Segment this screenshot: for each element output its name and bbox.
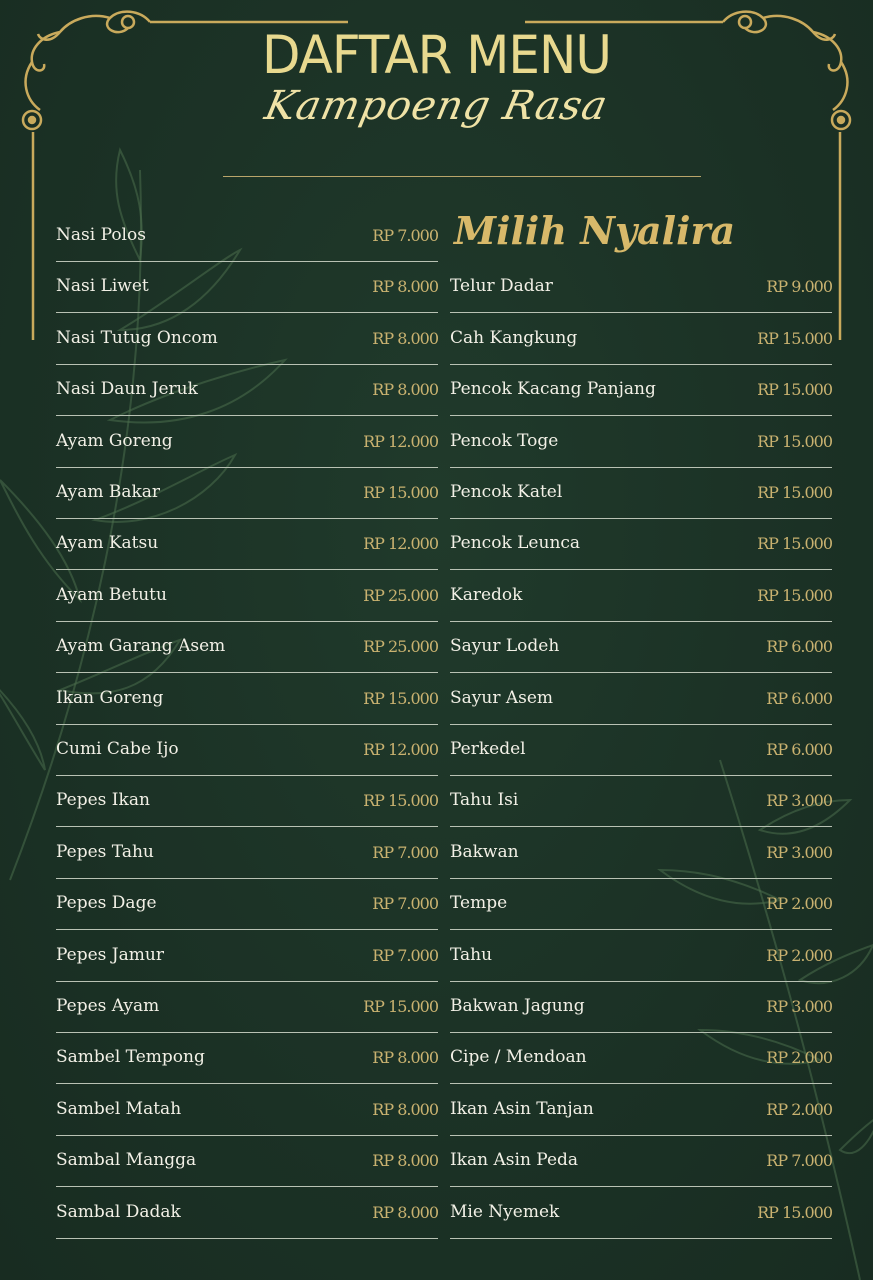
menu-item xyxy=(450,622,832,673)
menu-item xyxy=(450,365,832,416)
menu-item-price: RP 3.000 xyxy=(766,842,832,862)
menu-item xyxy=(450,725,832,776)
menu-item-name: Pepes Tahu xyxy=(56,841,154,862)
menu-item xyxy=(450,1033,832,1084)
menu-item xyxy=(450,931,832,982)
menu-item xyxy=(450,417,832,468)
menu-item xyxy=(56,314,438,365)
menu-item-price: RP 2.000 xyxy=(766,1099,832,1119)
menu-item xyxy=(56,879,438,930)
menu-item xyxy=(56,828,438,879)
menu-item-price: RP 25.000 xyxy=(363,585,438,605)
menu-item xyxy=(56,1136,438,1187)
menu-item-name: Cipe / Mendoan xyxy=(450,1047,587,1068)
menu-item-price: RP 15.000 xyxy=(363,791,438,811)
menu-item xyxy=(450,1085,832,1136)
menu-item-price: RP 6.000 xyxy=(766,637,832,657)
menu-item-price: RP 15.000 xyxy=(757,380,832,400)
menu-item xyxy=(56,468,438,519)
menu-item xyxy=(56,365,438,416)
menu-item xyxy=(56,571,438,622)
restaurant-name: Kampoeng Rasa xyxy=(260,83,613,129)
menu-item xyxy=(56,931,438,982)
menu-item-name: Ikan Goreng xyxy=(56,687,164,708)
menu-item-name: Pepes Ikan xyxy=(56,790,150,811)
menu-item-name: Ayam Bakar xyxy=(56,482,161,502)
menu-item-name: Nasi Daun Jeruk xyxy=(56,379,198,400)
menu-item-name: Sambal Dadak xyxy=(56,1201,181,1222)
menu-item xyxy=(450,571,832,622)
menu-item xyxy=(56,776,438,827)
menu-item xyxy=(56,674,438,725)
menu-item-price: RP 7.000 xyxy=(372,842,438,862)
menu-item-name: Tahu xyxy=(450,944,493,965)
menu-item-price: RP 15.000 xyxy=(757,1202,832,1222)
menu-item-name: Cah Kangkung xyxy=(450,327,578,348)
title-divider xyxy=(223,176,701,177)
menu-item-name: Sambal Mangga xyxy=(56,1150,197,1171)
menu-item-price: RP 8.000 xyxy=(372,380,438,400)
menu-item-name: Ikan Asin Peda xyxy=(450,1150,579,1171)
menu-item xyxy=(450,314,832,365)
menu-item-name: Bakwan Jagung xyxy=(450,996,585,1016)
menu-item xyxy=(56,519,438,570)
menu-item-name: Sayur Lodeh xyxy=(450,636,560,657)
menu-item-name: Pepes Dage xyxy=(56,893,157,914)
menu-item-price: RP 7.000 xyxy=(766,1151,832,1171)
menu-item-name: Pencok Toge xyxy=(450,430,559,451)
menu-item-name: Pepes Jamur xyxy=(56,944,164,965)
menu-item xyxy=(450,1136,832,1187)
menu-item-price: RP 7.000 xyxy=(372,894,438,914)
menu-item-price: RP 2.000 xyxy=(766,945,832,965)
menu-item-price: RP 8.000 xyxy=(372,1048,438,1068)
right-column-title: Milih Nyalira xyxy=(454,208,736,253)
menu-item-name: Tahu Isi xyxy=(450,790,519,811)
menu-item-price: RP 8.000 xyxy=(372,277,438,297)
menu-item xyxy=(450,262,832,313)
menu-item-name: Pencok Katel xyxy=(450,482,563,502)
menu-item-name: Tempe xyxy=(450,893,508,914)
menu-item-name: Sayur Asem xyxy=(450,687,554,708)
menu-item-name: Ikan Asin Tanjan xyxy=(450,1098,594,1119)
menu-item-price: RP 2.000 xyxy=(766,1048,832,1068)
menu-item-price: RP 15.000 xyxy=(757,483,832,502)
menu-item xyxy=(56,262,438,313)
menu-item xyxy=(450,776,832,827)
menu-item xyxy=(56,1085,438,1136)
menu-item-name: Ayam Katsu xyxy=(56,533,159,554)
menu-item-price: RP 15.000 xyxy=(757,534,832,554)
menu-item-price: RP 15.000 xyxy=(757,328,832,348)
menu-item-name: Ayam Garang Asem xyxy=(56,636,226,657)
menu-item xyxy=(56,1188,438,1239)
menu-item-name: Sambel Tempong xyxy=(56,1047,205,1068)
menu-item-price: RP 15.000 xyxy=(757,431,832,451)
menu-item-price: RP 7.000 xyxy=(372,945,438,965)
menu-item-name: Telur Dadar xyxy=(450,276,553,297)
menu-item-price: RP 3.000 xyxy=(766,997,832,1016)
menu-item xyxy=(56,211,438,262)
menu-item-price: RP 6.000 xyxy=(766,740,832,759)
menu-item xyxy=(450,519,832,570)
menu-item-name: Ayam Goreng xyxy=(56,430,173,451)
menu-item-price: RP 7.000 xyxy=(372,226,438,245)
menu-item-price: RP 8.000 xyxy=(372,1202,438,1222)
menu-item-price: RP 15.000 xyxy=(757,585,832,605)
menu-item xyxy=(450,828,832,879)
menu-item-name: Pencok Kacang Panjang xyxy=(450,379,656,400)
menu-item xyxy=(56,622,438,673)
menu-item-price: RP 2.000 xyxy=(766,894,832,914)
menu-item-name: Pencok Leunca xyxy=(450,533,581,554)
menu-item-price: RP 3.000 xyxy=(766,791,832,811)
menu-item-price: RP 8.000 xyxy=(372,328,438,348)
menu-item-price: RP 8.000 xyxy=(372,1151,438,1171)
menu-item-price: RP 8.000 xyxy=(372,1099,438,1119)
menu-item-price: RP 12.000 xyxy=(363,740,438,759)
menu-item-name: Nasi Tutug Oncom xyxy=(56,327,218,348)
menu-item xyxy=(56,982,438,1033)
menu-item xyxy=(450,982,832,1033)
menu-item xyxy=(56,1033,438,1084)
menu-item-price: RP 25.000 xyxy=(363,637,438,657)
menu-item-name: Ayam Betutu xyxy=(56,584,167,605)
menu-item-name: Nasi Polos xyxy=(56,225,146,245)
menu-item-price: RP 9.000 xyxy=(766,277,832,297)
menu-item-price: RP 15.000 xyxy=(363,997,438,1016)
menu-item xyxy=(450,879,832,930)
menu-item xyxy=(450,1188,832,1239)
menu-item xyxy=(450,468,832,519)
menu-item-price: RP 12.000 xyxy=(363,534,438,554)
menu-item-name: Cumi Cabe Ijo xyxy=(56,739,179,759)
menu-item-price: RP 15.000 xyxy=(363,483,438,502)
menu-item-name: Pepes Ayam xyxy=(56,996,160,1016)
menu-item xyxy=(56,725,438,776)
menu-item-name: Karedok xyxy=(450,584,523,605)
menu-item-name: Perkedel xyxy=(450,739,526,759)
menu-item-price: RP 6.000 xyxy=(766,688,832,708)
menu-item-price: RP 12.000 xyxy=(363,431,438,451)
menu-item-name: Mie Nyemek xyxy=(450,1201,560,1222)
menu-item-name: Sambel Matah xyxy=(56,1098,182,1119)
menu-item xyxy=(450,674,832,725)
menu-item-name: Bakwan xyxy=(450,841,519,862)
menu-title: DAFTAR MENU xyxy=(262,24,611,86)
menu-item-price: RP 15.000 xyxy=(363,688,438,708)
menu-item xyxy=(56,417,438,468)
menu-item-name: Nasi Liwet xyxy=(56,276,149,297)
